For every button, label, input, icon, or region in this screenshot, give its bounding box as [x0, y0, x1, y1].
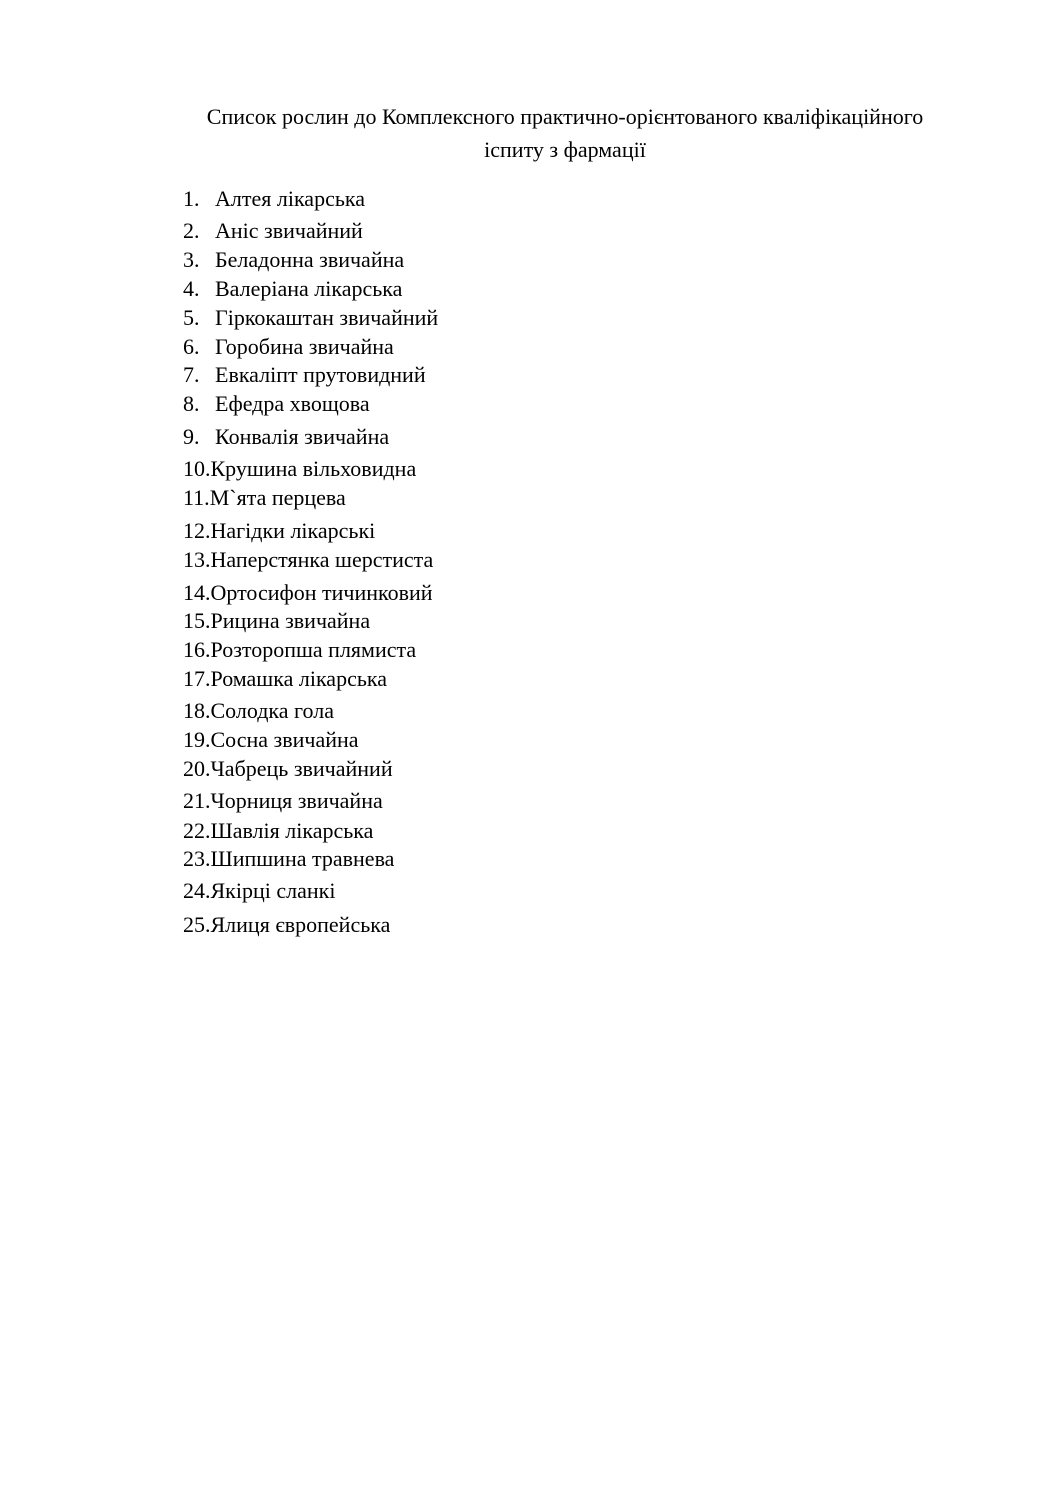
plant-list-item [183, 788, 383, 814]
plant-list-item [183, 276, 402, 302]
plant-name: Евкаліпт прутовидний [215, 362, 426, 387]
plant-name: Чабрець звичайний [210, 756, 393, 781]
plant-name: Сосна звичайна [210, 727, 359, 752]
plant-number: 17. [183, 666, 211, 691]
plant-name: Аніс звичайний [215, 218, 363, 243]
plant-name: Ромашка лікарська [210, 666, 387, 691]
plant-number: 14. [183, 580, 211, 605]
plant-list-item [183, 846, 394, 872]
plant-list-item [183, 756, 393, 782]
plant-number: 12. [183, 518, 211, 543]
plant-name: Ортосифон тичинковий [210, 580, 433, 605]
plant-number: 24. [183, 878, 211, 903]
plant-list-item [183, 878, 335, 904]
plant-name: Солодка гола [210, 698, 334, 723]
plant-list-item [183, 547, 433, 573]
plant-list-item [183, 186, 365, 212]
plant-list-item [183, 727, 359, 753]
plant-name: Ефедра хвощова [215, 391, 370, 416]
plant-number: 3. [183, 247, 200, 272]
plant-list-item [183, 818, 373, 844]
plant-list-item [183, 456, 416, 482]
plant-name: Чорниця звичайна [210, 788, 383, 813]
plant-number: 10. [183, 456, 211, 481]
plant-number: 21. [183, 788, 211, 813]
plant-list-item [183, 637, 416, 663]
plant-number: 11. [183, 485, 210, 510]
plant-number: 18. [183, 698, 211, 723]
plant-list-item [183, 608, 370, 634]
plant-list-item [183, 580, 433, 606]
plant-name: Валеріана лікарська [215, 276, 403, 301]
plant-list-item [183, 485, 346, 511]
plant-name: Ялиця європейська [210, 912, 391, 937]
plant-name: Горобина звичайна [215, 334, 394, 359]
plant-name: Алтея лікарська [215, 186, 365, 211]
plant-number: 1. [183, 186, 200, 211]
plant-name: Конвалія звичайна [215, 424, 390, 449]
plant-number: 19. [183, 727, 211, 752]
plant-list-item [183, 518, 375, 544]
plant-list-item [183, 391, 370, 417]
title-line-1: Список рослин до Комплексного практично-орієнтованого кваліфікаційного [206, 104, 924, 129]
plant-number: 15. [183, 608, 211, 633]
plant-number: 16. [183, 637, 211, 662]
plant-number: 2. [183, 218, 200, 243]
plant-list-item [183, 912, 390, 938]
plant-name: Шавлія лікарська [210, 818, 374, 843]
plant-number: 6. [183, 334, 200, 359]
plant-name: Гіркокаштан звичайний [215, 305, 439, 330]
plant-name: Шипшина травнева [210, 846, 395, 871]
plant-name: Наперстянка шерстиста [210, 547, 434, 572]
document-title [150, 100, 980, 166]
plant-number: 13. [183, 547, 211, 572]
plant-list-item [183, 334, 394, 360]
plant-number: 4. [183, 276, 200, 301]
plant-name: Розторопша плямиста [210, 637, 417, 662]
plant-list-item [183, 247, 404, 273]
title-line-2: іспиту з фармації [484, 137, 646, 162]
plant-list-item [183, 218, 363, 244]
plant-number: 25. [183, 912, 211, 937]
plant-list-item [183, 305, 438, 331]
plant-list-item [183, 666, 387, 692]
plant-number: 5. [183, 305, 200, 330]
plant-name: Нагідки лікарські [210, 518, 376, 543]
plant-number: 23. [183, 846, 211, 871]
plant-list-item [183, 698, 334, 724]
plant-number: 22. [183, 818, 211, 843]
plant-number: 7. [183, 362, 200, 387]
plant-number: 20. [183, 756, 211, 781]
plant-name: Рицина звичайна [210, 608, 371, 633]
plant-name: М`ята перцева [209, 485, 346, 510]
plant-number: 9. [183, 424, 200, 449]
plant-number: 8. [183, 391, 200, 416]
plant-list-item [183, 362, 426, 388]
plant-name: Якірці сланкі [210, 878, 336, 903]
plant-name: Беладонна звичайна [215, 247, 405, 272]
plant-name: Крушина вільховидна [210, 456, 417, 481]
plant-list-item [183, 424, 389, 450]
